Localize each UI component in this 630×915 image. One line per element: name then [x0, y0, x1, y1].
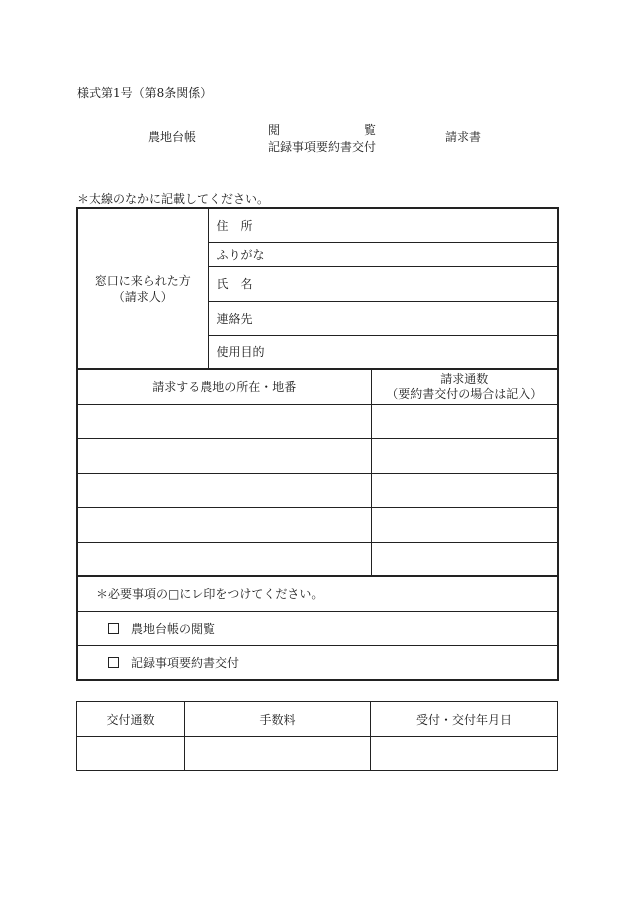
- furigana-label: ふりがな: [216, 247, 265, 262]
- office-use-table: [76, 701, 558, 771]
- receipt-date-header: 受付・交付年月日: [371, 702, 558, 737]
- land-location-cell[interactable]: [77, 438, 371, 473]
- title-request-form: 請求書: [445, 130, 482, 144]
- form-number: 様式第1号（第8条関係）: [77, 86, 213, 100]
- address-label: 住 所: [216, 218, 253, 233]
- checkbox-icon[interactable]: [108, 623, 119, 634]
- furigana-field[interactable]: [208, 242, 558, 266]
- request-count-cell[interactable]: [371, 507, 558, 542]
- issued-count-cell[interactable]: [77, 737, 185, 771]
- request-count-header: [371, 369, 558, 404]
- land-location-cell[interactable]: [77, 473, 371, 507]
- option-inspection[interactable]: [77, 611, 558, 645]
- receipt-date-cell[interactable]: [371, 737, 558, 771]
- request-count-cell[interactable]: [371, 542, 558, 576]
- request-count-header-line1: 請求通数: [440, 371, 489, 386]
- land-location-header: 請求する農地の所在・地番: [77, 369, 371, 404]
- purpose-field[interactable]: [208, 335, 558, 369]
- applicant-label-line1: 窓口に来られた方: [94, 273, 191, 288]
- name-field[interactable]: [208, 266, 558, 301]
- contact-label: 連絡先: [216, 311, 253, 326]
- title-farmland-ledger: 農地台帳: [148, 130, 197, 144]
- contact-field[interactable]: [208, 301, 558, 335]
- request-count-cell[interactable]: [371, 473, 558, 507]
- request-count-cell[interactable]: [371, 438, 558, 473]
- checkbox-notice: ＊必要事項の□にレ印をつけてください。: [77, 576, 558, 611]
- address-field[interactable]: [208, 208, 558, 242]
- issued-count-header: 交付通数: [77, 702, 185, 737]
- land-location-cell[interactable]: [77, 404, 371, 438]
- request-form-table: [76, 207, 559, 681]
- fee-cell[interactable]: [185, 737, 371, 771]
- option-summary-label: 記録事項要約書交付: [131, 655, 240, 670]
- title-inspection-char2: 覧: [363, 123, 376, 137]
- request-count-header-line2: （要約書交付の場合は記入）: [386, 386, 543, 401]
- fee-header: 手数料: [185, 702, 371, 737]
- checkbox-icon[interactable]: [108, 657, 119, 668]
- title-summary-issuance: 記録事項要約書交付: [268, 140, 377, 154]
- instruction-text: ＊太線のなかに記載してください。: [77, 192, 270, 206]
- land-location-cell[interactable]: [77, 507, 371, 542]
- land-location-cell[interactable]: [77, 542, 371, 576]
- option-inspection-label: 農地台帳の閲覧: [131, 621, 216, 636]
- applicant-label-line2: （請求人）: [112, 289, 173, 304]
- title-inspection-char1: 閲: [268, 123, 281, 137]
- purpose-label: 使用目的: [216, 345, 265, 360]
- title-inspection: [268, 121, 376, 138]
- applicant-label: [77, 208, 208, 369]
- request-count-cell[interactable]: [371, 404, 558, 438]
- option-summary-issuance[interactable]: [77, 645, 558, 680]
- name-label: 氏 名: [216, 277, 253, 291]
